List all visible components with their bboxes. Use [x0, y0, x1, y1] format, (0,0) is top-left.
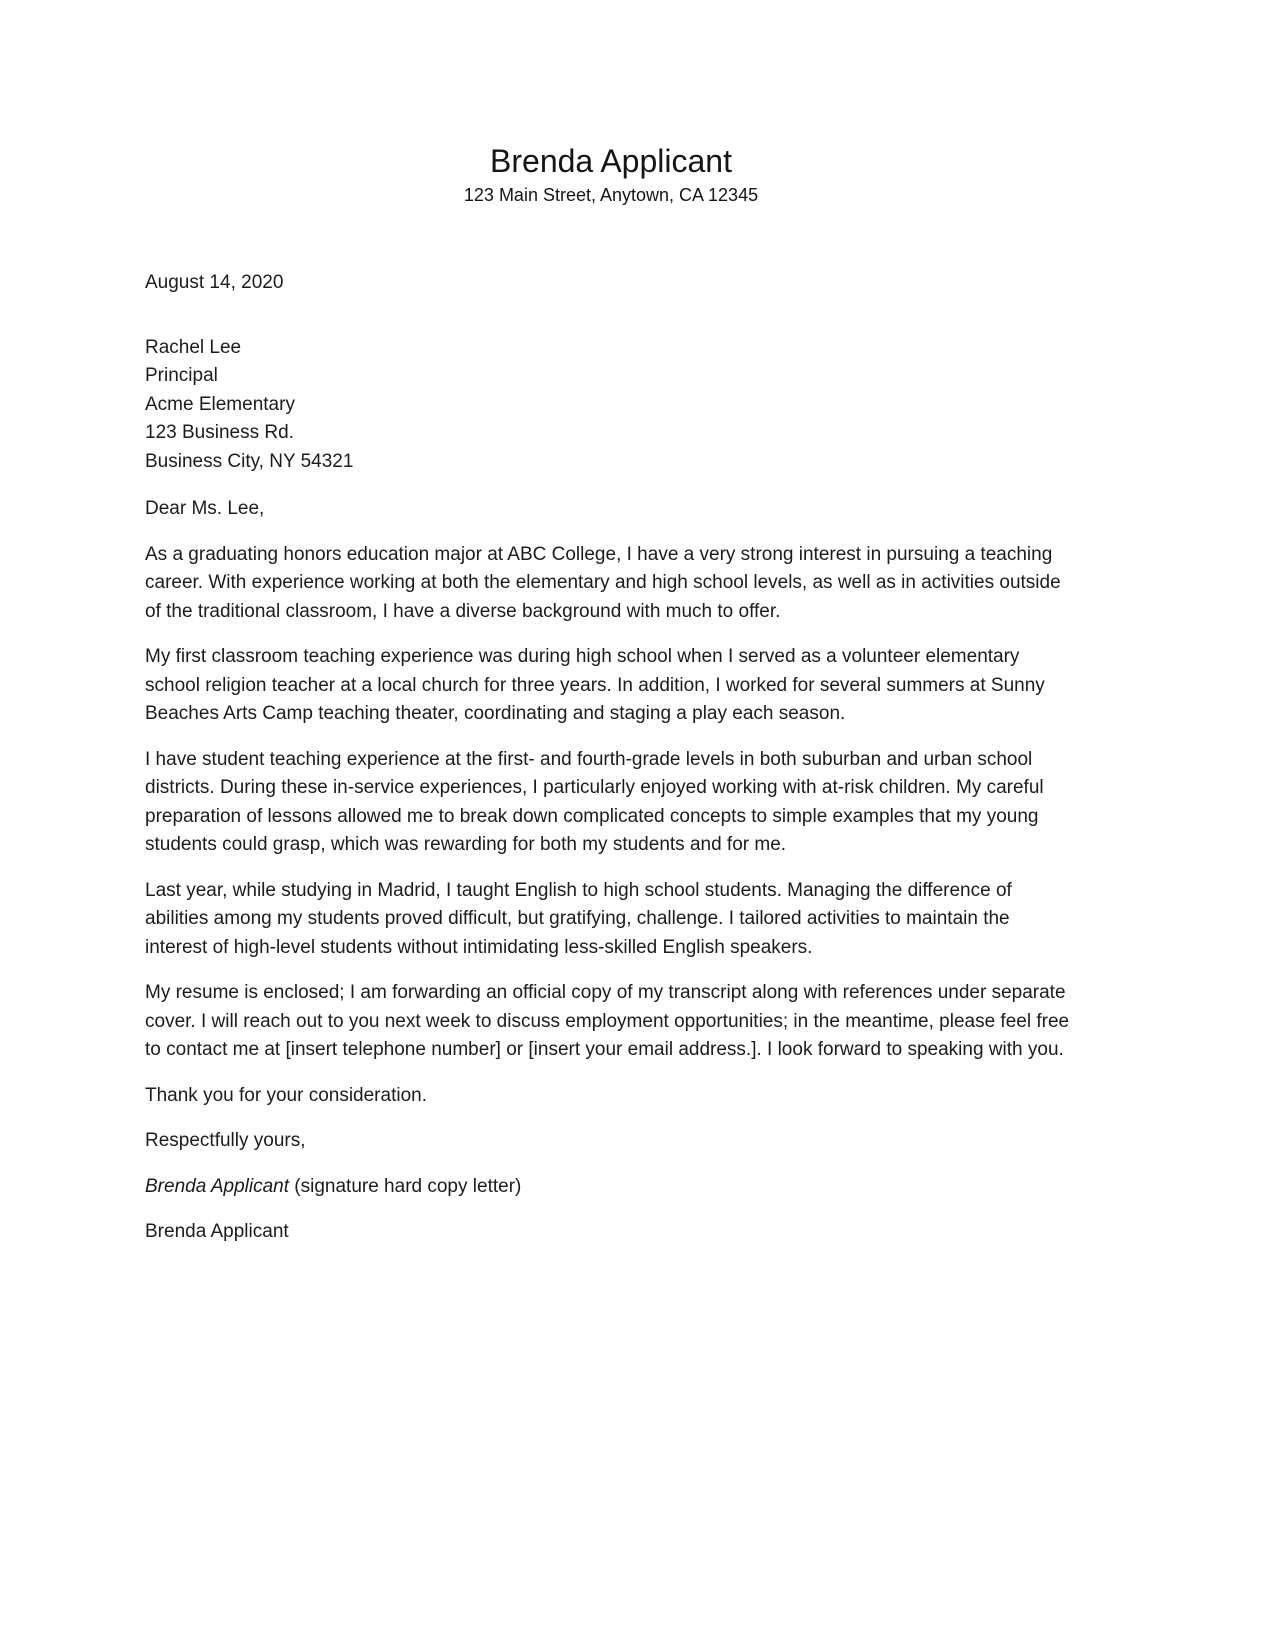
paragraph-first-experience: My first classroom teaching experience was during high school when I served as a volunteer elementary school religion teacher at a local church for three years. In addition, I worked for several summers at Sunny Beaches Arts Camp teaching theater, coordinating and staging a play each season. — [145, 646, 1045, 724]
signature-name: Brenda Applicant — [145, 1175, 290, 1197]
letter-date: August 14, 2020 — [145, 272, 284, 293]
recipient-block — [145, 334, 1077, 477]
recipient-street: 123 Business Rd. — [145, 422, 294, 443]
letter-header — [145, 140, 1077, 209]
recipient-title: Principal — [145, 365, 218, 386]
signature-line — [145, 1173, 1077, 1202]
signature-note: (signature hard copy letter) — [289, 1175, 522, 1197]
paragraph-thanks: Thank you for your consideration. — [145, 1084, 427, 1106]
recipient-organization: Acme Elementary — [145, 393, 295, 415]
recipient-name: Rachel Lee — [145, 336, 242, 358]
paragraph-intro: As a graduating honors education major at ABC College, I have a very strong interest in pursuing a teaching career. With experience working at both the elementary and high school levels, as well as in activities outside of the traditional classroom, I have a diverse background with much to offer. — [145, 543, 1061, 622]
letter-content — [145, 140, 1077, 1247]
letter-body — [145, 269, 1077, 1247]
recipient-city: Business City, NY 54321 — [145, 450, 354, 472]
sender-name: Brenda Applicant — [490, 143, 732, 179]
closing: Respectfully yours, — [145, 1130, 306, 1151]
salutation: Dear Ms. Lee, — [145, 498, 265, 519]
sender-address: 123 Main Street, Anytown, CA 12345 — [463, 185, 759, 205]
paragraph-madrid: Last year, while studying in Madrid, I taught English to high school students. Managing the difference of abilities among my students proved difficult, but gratifying, challenge. I tailored activities to maintain the interest of high-level students without intimidating less-skilled English speakers. — [145, 879, 1012, 958]
typed-name: Brenda Applicant — [145, 1221, 289, 1242]
paragraph-resume: My resume is enclosed; I am forwarding an official copy of my transcript along with references under separate cover. I will reach out to you next week to discuss employment opportunities; in the meantime, please feel free to contact me at [insert telephone number] or [insert your email address.]. I look forward to speaking with you. — [145, 982, 1070, 1060]
paragraph-student-teaching: I have student teaching experience at the first- and fourth-grade levels in both suburban and urban school districts. During these in-service experiences, I particularly enjoyed working with at-risk children. My careful preparation of lessons allowed me to break down complicated concepts to simple examples that my young students could grasp, which was rewarding for both my students and for me. — [145, 748, 1044, 855]
